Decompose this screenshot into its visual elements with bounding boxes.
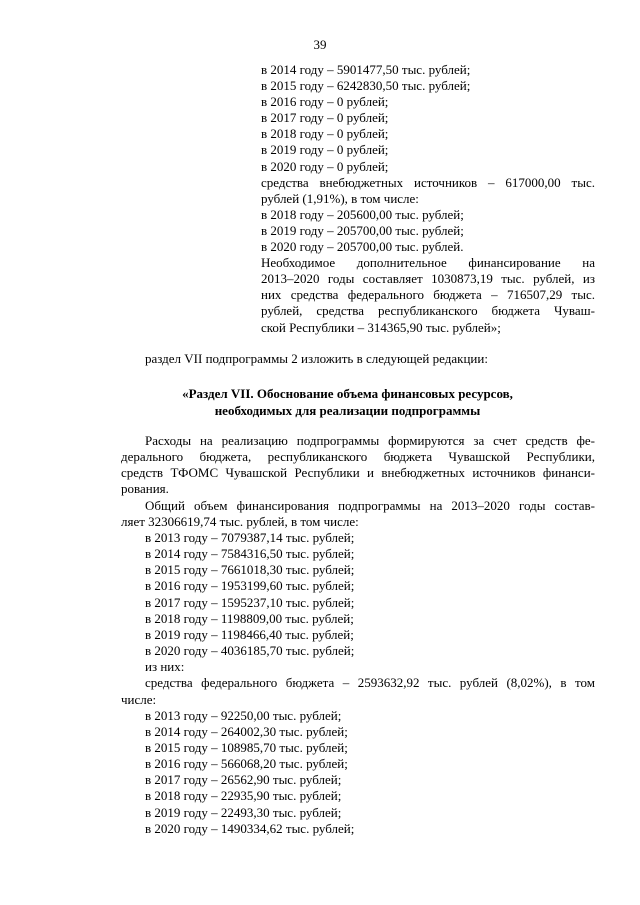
section-heading-line: «Раздел VII. Обоснование объема финансовых ресурсов, [182,386,513,401]
list-item: в 2013 году – 92250,00 тыс. рублей; [145,707,342,723]
section-heading [100,385,595,419]
paragraph-line: дерального бюджета, республиканского бюджета Чувашской Республики, [121,449,595,465]
page-number: 39 [313,37,327,52]
list-item: в 2019 году – 205700,00 тыс. рублей; [261,222,464,238]
list-item: средства внебюджетных источников – 617000,00 тыс. [261,174,595,190]
list-item: в 2017 году – 1595237,10 тыс. рублей; [145,594,355,610]
section-body [121,433,595,837]
list-item: в 2014 году – 264002,30 тыс. рублей; [145,723,348,739]
list-item: в 2014 году – 5901477,50 тыс. рублей; [261,62,471,77]
paragraph-line: средства федерального бюджета – 2593632,92 тыс. рублей (8,02%), в том [145,675,595,691]
list-item: в 2018 году – 22935,90 тыс. рублей; [145,788,342,804]
list-item: в 2016 году – 1953199,60 тыс. рублей; [145,578,355,594]
list-item: в 2017 году – 26562,90 тыс. рублей; [145,772,342,788]
amendment-instruction: раздел VII подпрограммы 2 изложить в следующей редакции: [145,351,488,366]
list-item: в 2020 году – 205700,00 тыс. рублей. [261,239,464,255]
list-item: в 2018 году – 1198809,00 тыс. рублей; [145,610,354,626]
continued-funding-list [261,62,595,336]
list-item: ской Республики – 314365,90 тыс. рублей»; [261,319,501,335]
paragraph-line: средств ТФОМС Чувашской Республики и внебюджетных источников финанси- [121,465,595,481]
paragraph-line: из них: [145,659,185,675]
list-item: в 2019 году – 0 рублей; [261,142,389,158]
section-heading-line: необходимых для реализации подпрограммы [214,403,481,418]
list-item: в 2020 году – 4036185,70 тыс. рублей; [145,643,355,659]
list-item: в 2015 году – 7661018,30 тыс. рублей; [145,562,355,578]
list-item: в 2016 году – 0 рублей; [261,94,389,110]
list-item: в 2019 году – 1198466,40 тыс. рублей; [145,626,354,642]
list-item: рублей, средства республиканского бюджета Чуваш- [261,303,595,319]
list-item: в 2020 году – 1490334,62 тыс. рублей; [145,820,355,836]
list-item: в 2014 году – 7584316,50 тыс. рублей; [145,546,355,562]
paragraph-line: Расходы на реализацию подпрограммы формируются за счет средств фе- [145,433,595,448]
list-item: в 2016 году – 566068,20 тыс. рублей; [145,756,348,772]
list-item: в 2015 году – 6242830,50 тыс. рублей; [261,78,471,94]
list-item: в 2018 году – 0 рублей; [261,126,389,142]
paragraph-line: рования. [121,481,169,497]
paragraph-line: Общий объем финансирования подпрограммы на 2013–2020 годы состав- [145,497,595,513]
list-item: в 2013 году – 7079387,14 тыс. рублей; [145,529,355,545]
paragraph-line: числе: [121,691,157,707]
list-item: рублей (1,91%), в том числе: [261,190,419,206]
paragraph-line: ляет 32306619,74 тыс. рублей, в том числе: [121,513,359,529]
list-item: в 2019 году – 22493,30 тыс. рублей; [145,804,342,820]
list-item: 2013–2020 годы составляет 1030873,19 тыс. рублей, из [261,271,595,287]
list-item: Необходимое дополнительное финансирование на [261,255,595,271]
list-item: в 2017 году – 0 рублей; [261,110,389,126]
list-item: в 2018 году – 205600,00 тыс. рублей; [261,206,464,222]
list-item: в 2015 году – 108985,70 тыс. рублей; [145,739,348,755]
list-item: в 2020 году – 0 рублей; [261,158,389,174]
list-item: них средства федерального бюджета – 716507,29 тыс. [261,287,595,303]
